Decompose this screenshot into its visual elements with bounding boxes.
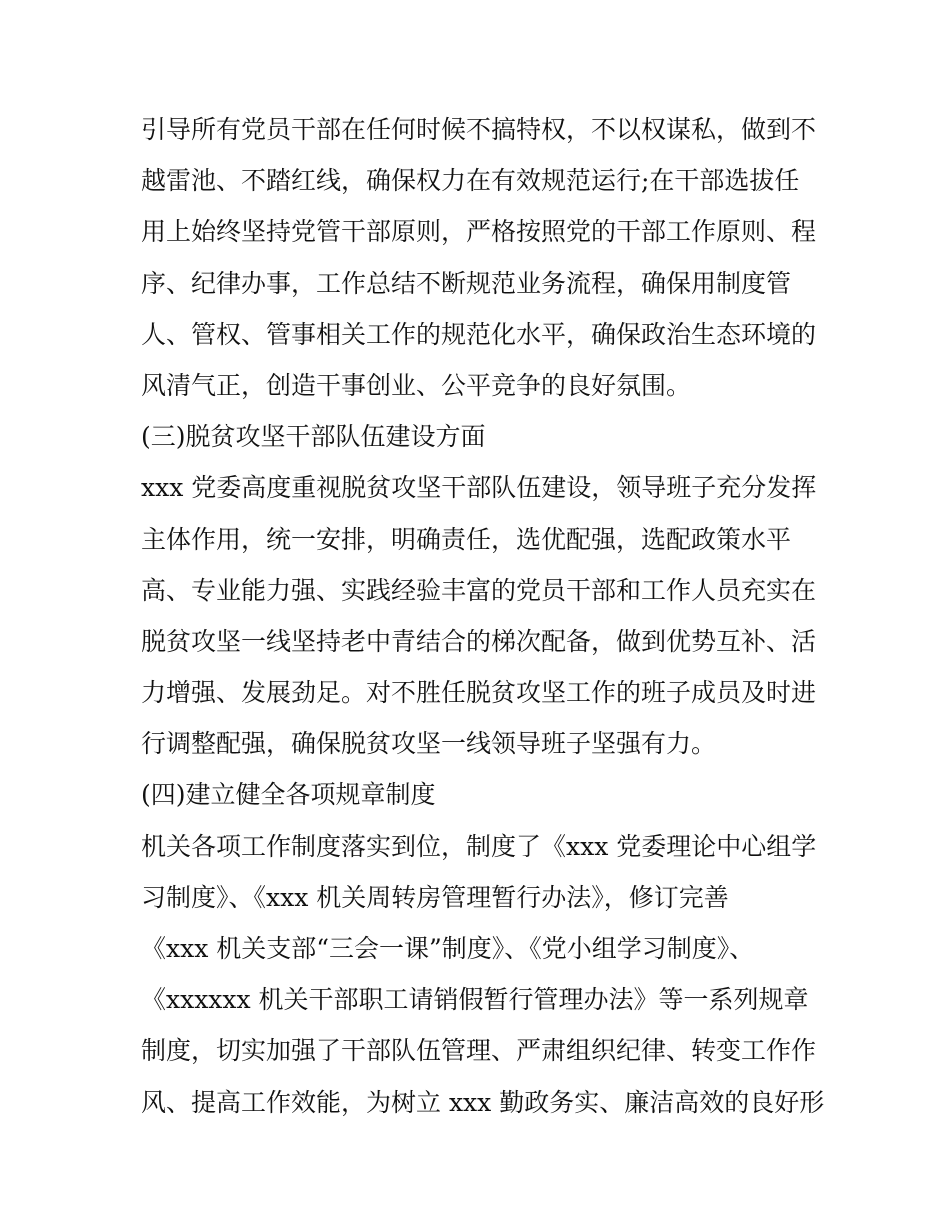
text-line: 机关各项工作制度落实到位，制度了《xxx 党委理论中心组学 [141,831,817,861]
text-line: 力增强、发展劲足。对不胜任脱贫攻坚工作的班子成员及时进 [141,678,817,708]
text-line: 序、纪律办事，工作总结不断规范业务流程，确保用制度管 [141,268,792,298]
text-line: 脱贫攻坚一线坚持老中青结合的梯次配备，做到优势互补、活 [141,626,817,656]
text-line: xxx 党委高度重视脱贫攻坚干部队伍建设，领导班子充分发挥 [141,473,817,503]
text-line: 引导所有党员干部在任何时候不搞特权，不以权谋私，做到不 [141,115,817,144]
text-line: 越雷池、不踏红线，确保权力在有效规范运行;在干部选拔任 [141,166,800,196]
text-line: 《xxxxxx 机关干部职工请销假暂行管理办法》等一系列规章 [141,985,809,1015]
section-heading: (三)脱贫攻坚干部队伍建设方面 [141,422,486,452]
section-heading: (四)建立健全各项规章制度 [141,780,436,810]
text-line: 制度，切实加强了干部队伍管理、严肃组织纪律、转变工作作 [141,1036,817,1066]
text-line: 习制度》、《xxx 机关周转房管理暂行办法》，修订完善 [141,882,729,912]
text-line: 用上始终坚持党管干部原则，严格按照党的干部工作原则、程 [141,217,817,247]
text-line: 风清气正，创造干事创业、公平竞争的良好氛围。 [141,370,692,400]
document-body [141,104,825,1128]
text-line: 高、专业能力强、实践经验丰富的党员干部和工作人员充实在 [141,575,817,605]
text-line: 人、管权、管事相关工作的规范化水平，确保政治生态环境的 [141,319,817,349]
text-line: 行调整配强，确保脱贫攻坚一线领导班子坚强有力。 [141,729,717,759]
text-line: 风、提高工作效能，为树立 xxx 勤政务实、廉洁高效的良好形 [141,1087,825,1117]
text-line: 《xxx 机关支部“三会一课”制度》、《党小组学习制度》、 [141,934,755,963]
text-line: 主体作用，统一安排，明确责任，选优配强，选配政策水平 [141,524,792,554]
